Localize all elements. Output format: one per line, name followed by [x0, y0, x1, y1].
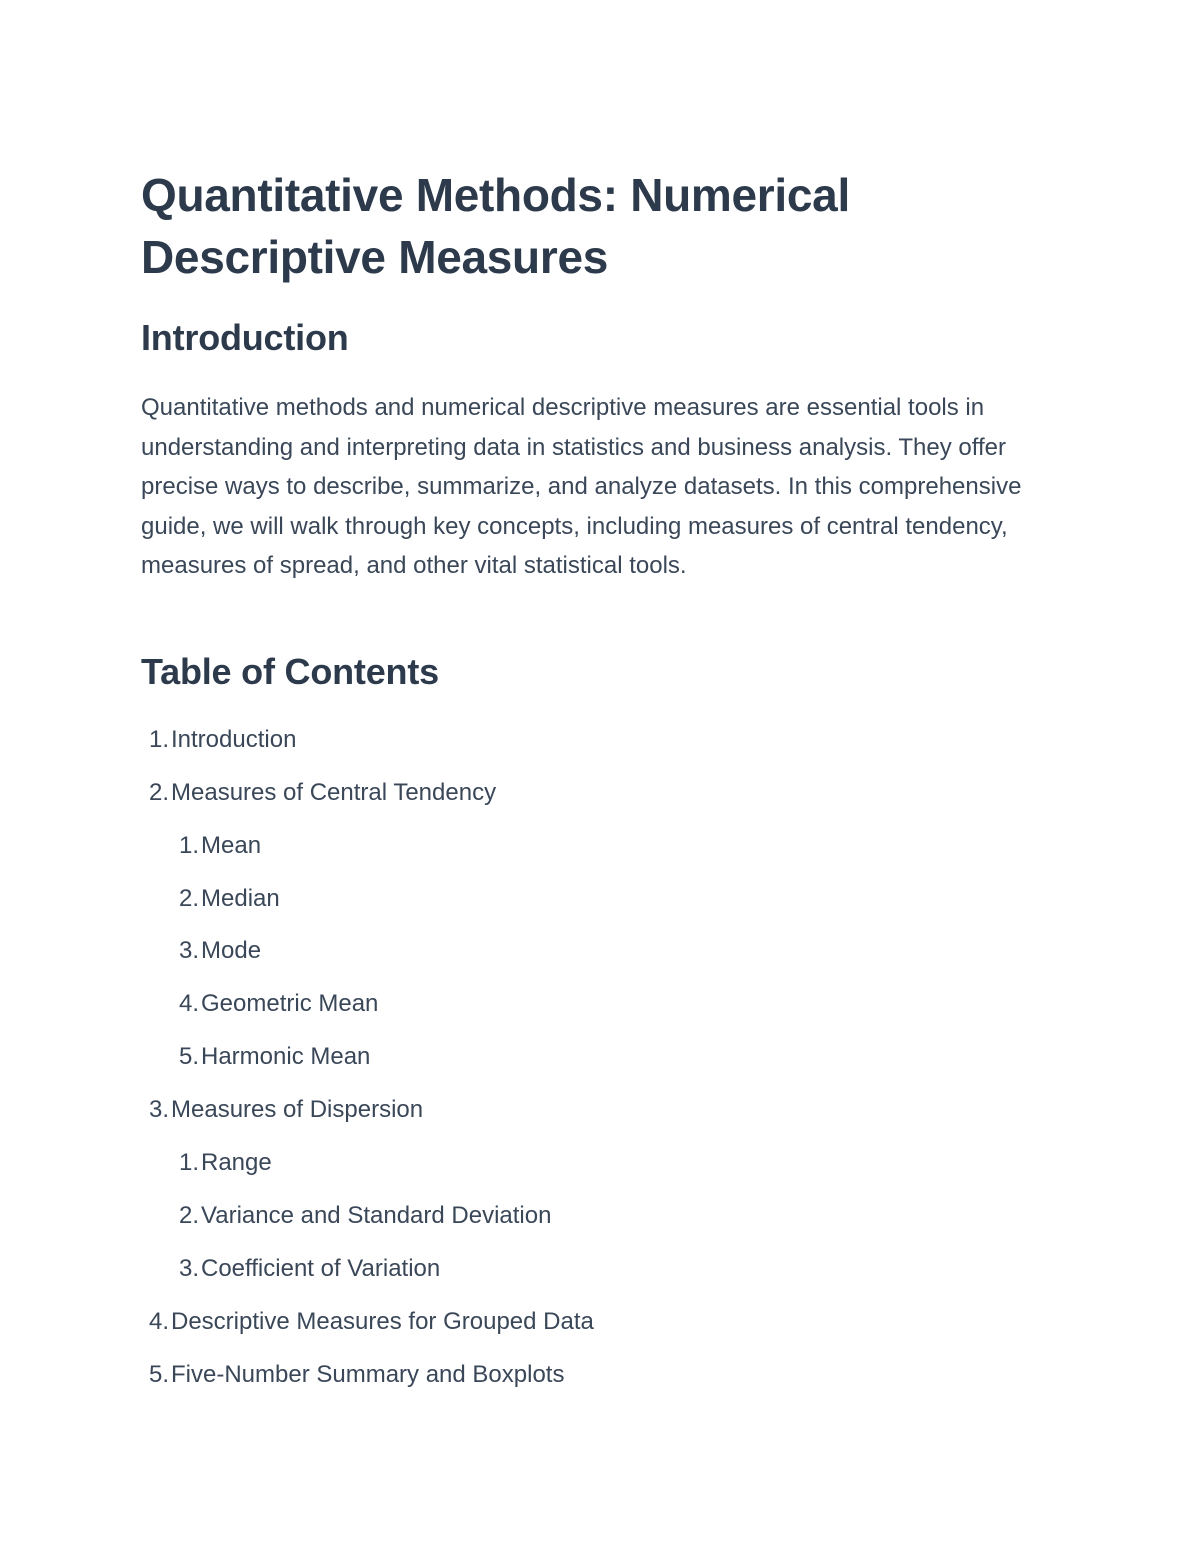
toc-item-number: 5. — [178, 1043, 199, 1070]
toc-subitem-median[interactable] — [171, 884, 280, 914]
toc-item-number: 1. — [178, 832, 199, 859]
toc-item-number: 2. — [178, 1202, 199, 1229]
toc-item-number: 3. — [178, 937, 199, 964]
toc-item-label: Measures of Dispersion — [171, 1096, 424, 1123]
toc-item-dispersion[interactable] — [141, 1095, 423, 1125]
toc-item-number: 1. — [148, 726, 169, 753]
toc-item-number: 2. — [178, 885, 199, 912]
toc-subitem-harmonic-mean[interactable] — [171, 1042, 370, 1072]
toc-item-label: Coefficient of Variation — [201, 1255, 441, 1282]
document-title: Quantitative Methods: Numerical Descriptive Measures — [141, 169, 850, 283]
toc-subitem-mode[interactable] — [171, 936, 261, 966]
toc-item-number: 4. — [148, 1308, 169, 1335]
toc-item-label: Mode — [201, 937, 262, 964]
toc-subitem-coefficient-of-variation[interactable] — [171, 1254, 440, 1284]
toc-item-label: Variance and Standard Deviation — [201, 1202, 552, 1229]
toc-item-label: Harmonic Mean — [201, 1043, 371, 1070]
toc-item-label: Geometric Mean — [201, 990, 379, 1017]
toc-item-five-number-summary[interactable] — [141, 1360, 564, 1390]
toc-item-label: Range — [201, 1149, 272, 1176]
toc-item-number: 4. — [178, 990, 199, 1017]
toc-item-label: Median — [201, 885, 280, 912]
toc-subitem-mean[interactable] — [171, 831, 261, 861]
toc-item-introduction[interactable] — [141, 725, 296, 755]
toc-item-label: Introduction — [171, 726, 297, 753]
introduction-paragraph: Quantitative methods and numerical descriptive measures are essential tools in understanding and interpreting data in statistics and business analysis. They offer precise ways to describe, summarize, and analyze datasets. In this comprehensive guide, we will walk through key concepts, including measures of central tendency, measures of spread, and other vital statistical tools. — [141, 394, 1022, 579]
toc-item-number: 3. — [178, 1255, 199, 1282]
toc-subitem-geometric-mean[interactable] — [171, 989, 378, 1019]
toc-item-label: Descriptive Measures for Grouped Data — [171, 1308, 594, 1335]
toc-item-number: 1. — [178, 1149, 199, 1176]
toc-item-number: 2. — [148, 779, 169, 806]
toc-item-number: 5. — [148, 1361, 169, 1388]
toc-subitem-variance[interactable] — [171, 1201, 551, 1231]
toc-heading: Table of Contents — [141, 651, 439, 692]
toc-item-grouped-data[interactable] — [141, 1307, 594, 1337]
toc-item-label: Measures of Central Tendency — [171, 779, 497, 806]
toc-subitem-range[interactable] — [171, 1148, 272, 1178]
toc-item-central-tendency[interactable] — [141, 778, 496, 808]
toc-item-number: 3. — [148, 1096, 169, 1123]
toc-item-label: Five-Number Summary and Boxplots — [171, 1361, 565, 1388]
introduction-heading: Introduction — [141, 317, 349, 358]
toc-item-label: Mean — [201, 832, 262, 859]
